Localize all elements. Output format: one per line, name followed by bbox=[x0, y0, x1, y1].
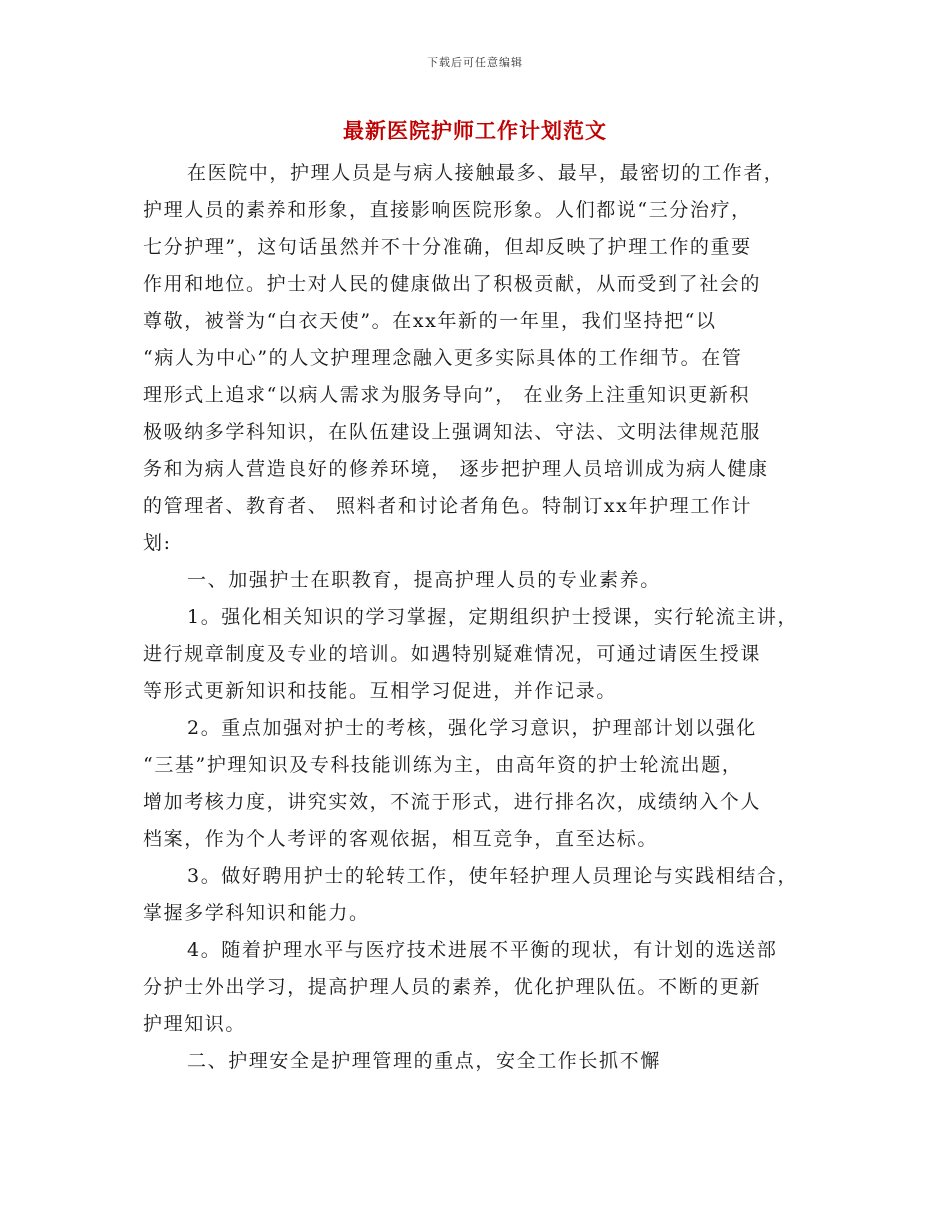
paragraph-line: 1。强化相关知识的学习掌握，定期组织护士授课，实行轮流主讲， bbox=[187, 606, 799, 628]
paragraph-line: 极吸纳多学科知识，在队伍建设上强调知法、守法、文明法律规范服 bbox=[143, 421, 762, 443]
paragraph-line: 掌握多学科知识和能力。 bbox=[143, 902, 370, 924]
paragraph-line: 在医院中，护理人员是与病人接触最多、最早，最密切的工作者， bbox=[187, 162, 785, 184]
paragraph-line: 作用和地位。护士对人民的健康做出了积极贡献，从而受到了社会的 bbox=[143, 273, 762, 295]
paragraph-line: 七分护理”，这句话虽然并不十分准确，但却反映了护理工作的重要 bbox=[143, 236, 752, 258]
paragraph-line: 务和为病人营造良好的修养环境， 逐步把护理人员培训成为病人健康 bbox=[143, 458, 769, 480]
paragraph-line: 进行规章制度及专业的培训。如遇特别疑难情况，可通过请医生授课 bbox=[143, 643, 762, 665]
paragraph-line: 护理人员的素养和形象，直接影响医院形象。人们都说“三分治疗， bbox=[143, 199, 752, 221]
paragraph-line: 尊敬，被誉为“白衣天使”。在xx年新的一年里，我们坚持把“以 bbox=[143, 310, 717, 332]
paragraph-line: 护理知识。 bbox=[143, 1013, 247, 1035]
paragraph-line: 等形式更新知识和技能。互相学习促进，并作记录。 bbox=[143, 680, 617, 702]
paragraph-line: 3。做好聘用护士的轮转工作，使年轻护理人员理论与实践相结合， bbox=[187, 865, 799, 887]
paragraph-line: 分护士外出学习，提高护理人员的素养，优化护理队伍。不断的更新 bbox=[143, 976, 762, 998]
paragraph-line: 的管理者、教育者、 照料者和讨论者角色。特制订xx年护理工作计 bbox=[143, 495, 753, 517]
section-heading: 一、加强护士在职教育，提高护理人员的专业素养。 bbox=[187, 569, 661, 591]
paragraph-line: 档案，作为个人考评的客观依据，相互竞争，直至达标。 bbox=[143, 828, 659, 850]
section-heading: 二、护理安全是护理管理的重点，安全工作长抓不懈 bbox=[187, 1050, 661, 1072]
page-header: 下载后可任意编辑 bbox=[427, 56, 523, 69]
document-title: 最新医院护师工作计划范文 bbox=[343, 118, 607, 143]
paragraph-line: 理形式上追求“以病人需求为服务导向”， 在业务上注重知识更新积 bbox=[143, 384, 751, 406]
paragraph-line: 增加考核力度，讲究实效，不流于形式，进行排名次，成绩纳入个人 bbox=[143, 791, 762, 813]
paragraph-line: “三基”护理知识及专科技能训练为主，由高年资的护士轮流出题， bbox=[143, 754, 743, 776]
paragraph-line: “病人为中心”的人文护理理念融入更多实际具体的工作细节。在管 bbox=[143, 347, 743, 369]
paragraph-line: 划: bbox=[143, 532, 172, 554]
paragraph-line: 4。随着护理水平与医疗技术进展不平衡的现状，有计划的选送部 bbox=[187, 939, 778, 961]
paragraph-line: 2。重点加强对护士的考核，强化学习意识，护理部计划以强化 bbox=[187, 717, 757, 739]
